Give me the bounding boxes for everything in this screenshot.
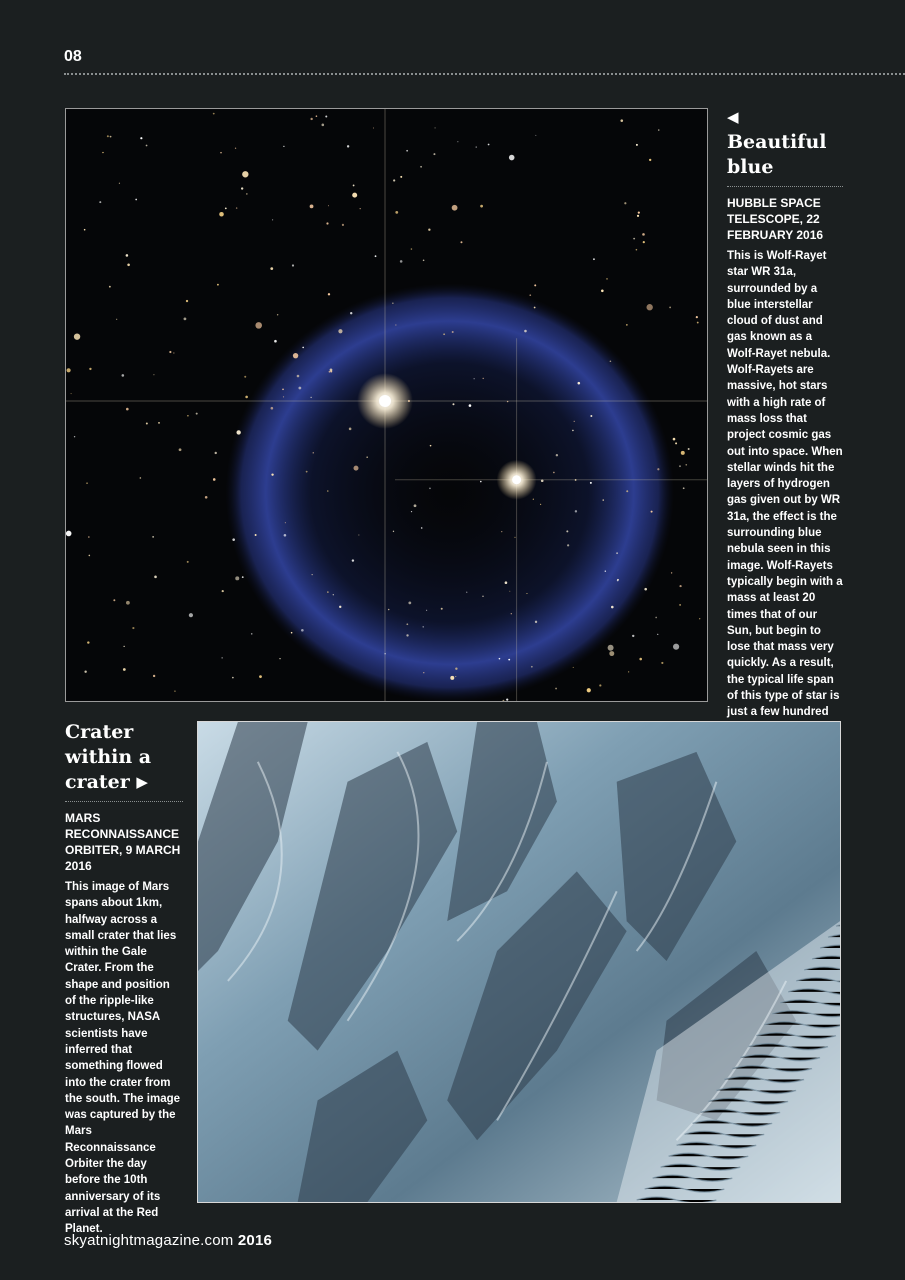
caption-dotted-rule [727,186,843,187]
background-star [358,534,359,535]
background-star [297,375,300,378]
background-star [102,152,103,153]
background-star [146,145,148,147]
background-star [574,421,575,422]
background-star [499,658,501,660]
background-star [535,621,537,623]
background-star [524,330,527,333]
background-star [455,668,457,670]
background-star [66,531,71,537]
background-star [421,527,423,529]
background-star [393,179,395,181]
background-star [274,340,277,343]
caption-title [65,720,183,795]
background-star [395,324,396,325]
background-star [669,307,671,309]
background-star [395,211,398,214]
background-star [187,415,189,417]
background-star [270,267,273,270]
background-star [316,115,318,117]
background-star [283,146,284,147]
background-star [406,623,408,625]
background-star [572,430,574,432]
background-star [326,222,328,224]
background-star [241,187,243,189]
background-star [244,376,246,378]
background-star [681,451,685,455]
background-star [375,255,377,257]
background-star [452,331,454,333]
background-star [488,144,490,146]
background-star [553,472,555,474]
background-star [611,606,614,609]
background-star [283,396,284,397]
background-star [123,668,126,671]
background-star [699,618,700,619]
background-star [360,208,361,209]
background-star [124,646,125,647]
background-star [388,609,390,611]
background-star [633,238,635,240]
background-star [433,153,435,155]
background-star [420,166,422,168]
background-star [110,136,112,138]
background-star [697,322,699,324]
background-star [330,369,333,372]
caption-dotted-rule [65,801,183,802]
background-star [242,576,244,578]
background-star [127,263,130,266]
background-star [107,135,109,137]
background-star [679,465,681,467]
background-star [696,316,698,318]
background-star [406,150,408,152]
nebula-illustration [66,109,707,701]
page-number: 08 [64,48,82,65]
background-star [74,333,80,339]
background-star [423,259,425,261]
background-star [509,155,515,161]
background-star [219,212,224,217]
background-star [534,307,536,309]
background-star [293,353,298,358]
background-star [626,490,628,492]
background-star [259,675,262,678]
background-star [673,644,679,650]
background-star [292,264,294,266]
background-star [232,677,234,679]
right-arrow-icon: ▶ [136,773,148,791]
background-star [189,613,193,617]
background-star [476,146,477,147]
footer-year: 2016 [237,1232,273,1249]
background-star [84,229,86,231]
background-star [186,300,188,302]
background-star [153,675,155,677]
background-star [429,488,431,490]
background-star [430,445,432,447]
background-star [605,570,606,571]
background-star [590,482,592,484]
background-star [184,317,187,320]
background-star [452,403,454,405]
background-star [435,127,436,128]
background-star [339,606,341,608]
background-star [455,676,456,677]
background-star [683,487,685,489]
background-star [616,552,618,554]
background-star [506,699,508,701]
footer-site: skyatnightmagazine.com [64,1232,234,1249]
caption-beautiful-blue [727,105,843,737]
background-star [679,585,681,587]
background-star [392,303,393,304]
background-star [657,468,659,470]
background-star [84,671,86,673]
background-star [644,588,647,591]
background-star [328,205,329,206]
background-star [601,289,604,292]
background-star [443,333,445,335]
background-star [511,613,512,614]
background-star [89,555,91,557]
background-star [566,530,568,532]
background-star [109,286,111,288]
background-star [122,374,125,377]
background-star [531,666,533,668]
background-star [610,360,612,362]
background-star [329,371,331,373]
background-star [483,378,484,379]
background-star [154,576,157,579]
background-star [535,135,536,136]
background-star [71,393,72,394]
background-star [169,351,171,353]
background-star [113,599,115,601]
background-star [628,671,629,672]
background-star [347,145,349,147]
wolf-rayet-nebula-photo [65,108,708,702]
background-star [646,304,652,310]
background-star [255,534,257,536]
background-star [649,159,651,161]
background-star [400,176,402,178]
background-star [373,128,374,129]
background-star [217,284,219,286]
mars-crater-photo [197,721,841,1203]
background-star [272,219,273,220]
background-star [338,329,342,333]
background-star [505,581,508,584]
background-star [556,454,558,456]
background-star [312,574,313,575]
background-star [354,466,359,471]
background-star [508,659,510,661]
background-star [328,293,330,295]
background-star [400,260,403,263]
background-star [593,258,595,260]
background-star [632,635,634,637]
background-star [460,241,462,243]
background-star [480,481,482,483]
background-star [661,662,663,664]
background-star [608,645,614,651]
background-star [411,248,413,250]
background-star [298,387,301,390]
background-star [246,193,248,195]
background-star [411,511,412,512]
background-star [271,407,274,410]
caption-source: HUBBLE SPACE TELESCOPE, 22 FEBRUARY 2016 [727,196,824,242]
background-star [578,382,581,385]
background-star [126,408,129,411]
background-star [643,241,645,243]
background-star [174,691,175,692]
background-star [87,641,89,643]
caption-body: This is Wolf-Rayet star WR 31a, surrounded by a blue interstellar cloud of dust and gas known as a Wolf-Rayet nebula. Wolf-Rayets are massive, hot stars with a high rate of mass loss that project cosmic gas out into space. When stellar winds hit the layers of hydrogen gas given out by WR 31a, the effect is the surrounding blue nebula seen in this image. Wolf-Rayets typically begin with a mass at least 20 times that of our Sun, but begin to lose that mass very quickly. As a result, the typical life span of this type of star is just a few hundred [727,250,843,719]
background-star [675,442,677,444]
background-star [441,608,443,610]
background-star [66,368,70,372]
background-star [349,428,352,431]
background-star [322,124,325,127]
left-arrow-icon: ◀ [727,108,739,126]
background-star [99,201,101,203]
background-star [426,610,427,611]
background-star [469,404,472,407]
background-star [213,478,216,481]
caption-title-text: Beautiful blue [727,131,827,178]
background-star [603,499,604,500]
background-star [255,322,262,329]
background-star [153,374,154,375]
background-star [366,457,367,458]
background-star [393,531,394,532]
background-star [450,676,454,680]
caption-crater-within-crater [65,720,183,1238]
background-star [575,510,577,512]
background-star [350,312,352,314]
background-star [205,496,208,499]
background-star [423,672,424,673]
background-star [291,632,293,634]
background-star [146,423,148,425]
background-star [152,536,154,538]
background-star [679,604,681,606]
caption-title [727,105,843,180]
background-star [636,249,638,251]
background-star [225,207,227,209]
background-star [482,595,484,597]
background-star [414,504,417,507]
background-star [526,593,527,594]
background-star [325,115,327,117]
background-star [534,284,536,286]
background-star [606,278,607,279]
background-star [302,347,304,349]
background-star [306,471,308,473]
background-star [352,193,357,198]
background-star [514,537,515,538]
background-star [74,436,75,437]
background-star [126,254,129,257]
background-star [251,633,253,635]
background-star [353,185,355,187]
background-star [533,499,534,500]
background-star [284,534,287,537]
background-star [590,415,592,417]
background-star [310,204,314,208]
background-star [529,294,531,296]
background-star [220,152,222,154]
background-star [474,378,475,379]
background-star [685,464,687,466]
background-star [626,324,628,326]
background-star [567,544,569,546]
background-star [657,634,658,635]
background-star [119,183,120,184]
header-dotted-rule [64,73,905,75]
background-star [213,113,215,115]
background-star [452,205,458,211]
background-star [86,482,87,483]
background-star [126,601,130,605]
background-star [673,438,676,441]
background-star [466,592,467,593]
background-star [236,430,240,434]
background-star [222,657,223,658]
background-star [609,651,614,656]
background-star [301,629,304,632]
background-star [688,448,690,450]
background-star [89,368,91,370]
background-star [187,561,189,563]
mars-terrain-illustration [198,722,840,1202]
background-star [140,477,142,479]
background-star [638,212,640,214]
footer [64,1232,272,1249]
background-star [271,473,273,475]
background-star [655,617,657,619]
background-star [540,504,541,505]
background-star [313,452,314,453]
blue-nebula-shell [226,283,675,701]
background-star [327,591,328,592]
background-star [342,224,344,226]
background-star [158,422,160,424]
background-star [555,688,557,690]
background-star [408,602,411,605]
background-star [116,319,117,320]
background-star [245,396,248,399]
background-star [215,452,217,454]
background-star [140,137,142,139]
background-star [310,118,312,120]
background-star [587,688,591,692]
background-star [88,536,90,538]
background-star [658,129,660,131]
background-star [406,634,408,636]
background-star [277,314,278,315]
background-star [132,627,134,629]
background-star [333,594,334,595]
background-star [352,559,354,561]
background-star [509,591,510,592]
background-star [242,171,248,177]
background-star [310,397,311,398]
background-star [671,572,672,573]
background-star [285,522,286,523]
background-star [501,531,502,532]
caption-source: MARS RECONNAISSANCE ORBITER, 9 MARCH 2016 [65,811,181,873]
background-star [222,590,224,592]
background-star [642,233,645,236]
background-star [279,658,280,659]
caption-body: This image of Mars spans about 1km, halfway across a small crater that lies within the Gale Crater. From the shape and position of the ripple-like structures, NASA scientists have inferred that something flowed into the crater from the south. The image was captured by the Mars Reconnaissance Orbiter the day before the 10th anniversary of its arrival at the Red Planet. [65,881,181,1236]
background-star [651,511,653,513]
background-star [196,413,198,415]
background-star [599,684,601,686]
background-star [179,448,182,451]
background-star [235,576,239,580]
background-star [636,144,638,146]
background-star [624,202,626,204]
background-star [282,389,284,391]
background-star [617,579,619,581]
background-star [620,119,623,122]
background-star [457,141,458,142]
background-star [639,658,642,661]
background-star [637,215,639,217]
background-star [232,538,235,541]
background-star [236,207,237,208]
background-star [235,148,236,149]
caption-title-text: Crater within a crater [65,721,152,793]
background-star [173,352,174,353]
background-star [327,490,329,492]
background-star [573,667,574,668]
background-star [423,626,424,627]
background-star [428,228,430,230]
background-star [480,205,483,208]
background-star [135,199,137,201]
